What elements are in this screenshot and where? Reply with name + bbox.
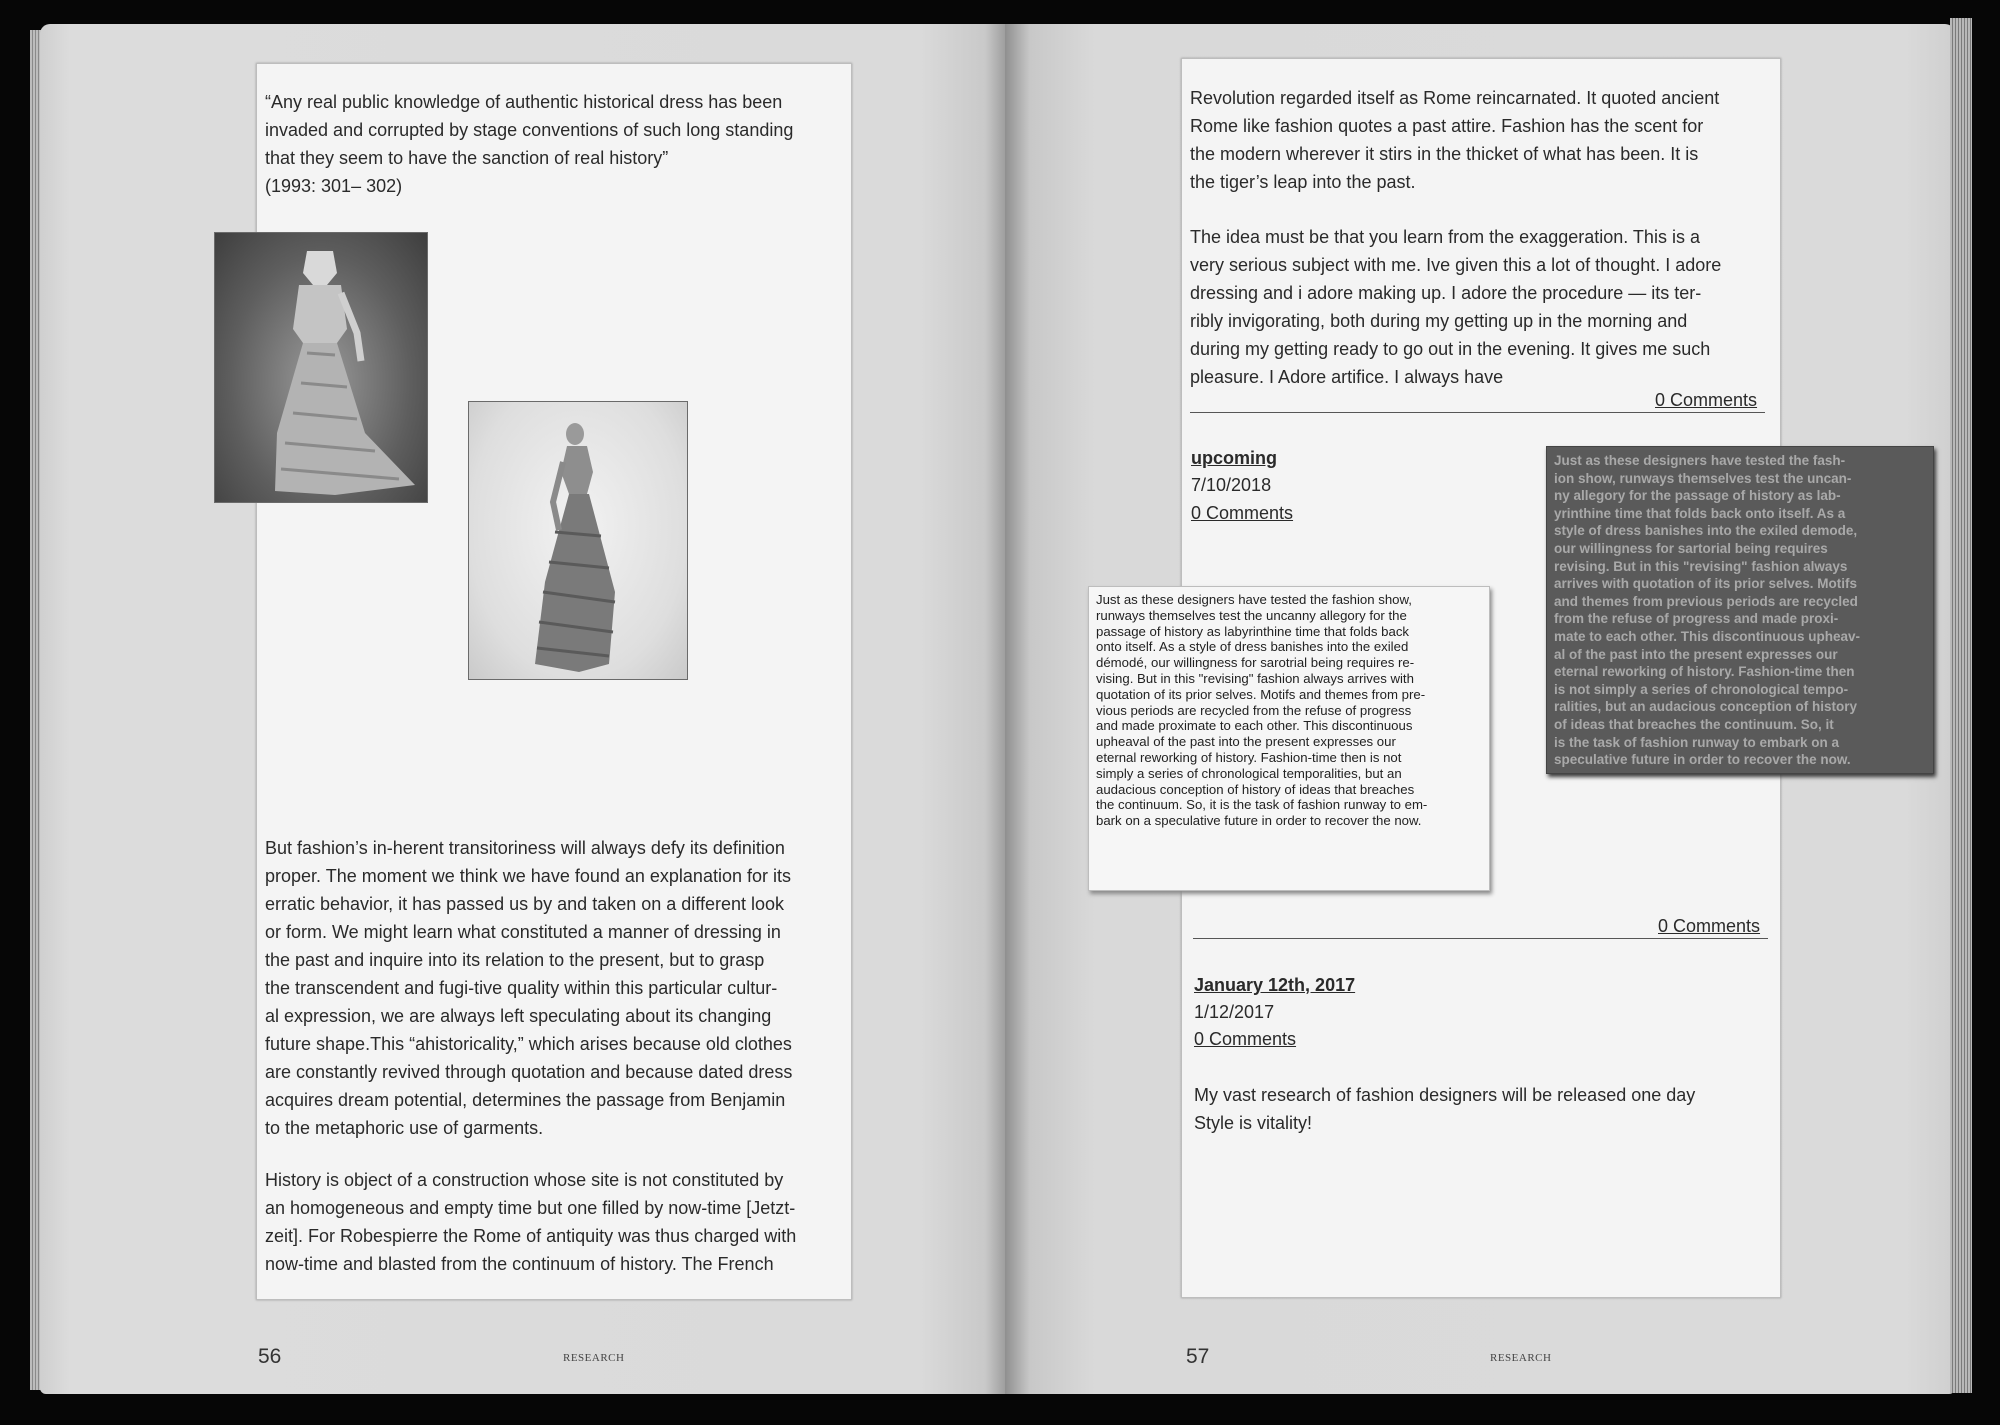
post-title-upcoming[interactable]: upcoming <box>1191 448 1277 468</box>
post-comments-upcoming[interactable]: 0 Comments <box>1191 503 1294 523</box>
post-title-january[interactable]: January 12th, 2017 <box>1194 975 1356 995</box>
post-body-january: My vast research of fashion designers will be released one day Style is vitality! <box>1194 1085 1696 1133</box>
gown-photo-dark <box>214 232 428 503</box>
right-paragraph-revolution: Revolution regarded itself as Rome reincarnated. It quoted ancient Rome like fashion quotes a past attire. Fashion has the scent for the modern wherever it stirs in the thicket of what has been. It is the tiger’s leap into the past. <box>1190 88 1720 192</box>
right-paragraph-exaggeration: The idea must be that you learn from the exaggeration. This is a very serious subject with me. Ive given this a lot of thought. I adore dressing and i adore making up. I adore the procedure — its ter- ribly invigorating, both during my getting up in the morning and during my getting ready to go out in the evening. It gives me such pleasure. I Adore artifice. I always have <box>1190 227 1722 387</box>
page-number-left: 56 <box>258 1345 282 1368</box>
left-paragraph-history: History is object of a construction whose site is not constituted by an homogeneous and empty time but one filled by now-time [Jetzt- zeit]. For Robespierre the Rome of antiquity was thus charged with now-time and blasted from the continuum of history. The French <box>265 1170 797 1274</box>
right-page-edges <box>1950 18 1972 1393</box>
page-number-right: 57 <box>1186 1345 1210 1368</box>
historical-dress-quote: “Any real public knowledge of authentic historical dress has been invaded and corrupted by stage conventions of such long standing that they seem to have the sanction of real history” (1993: 301– 302) <box>265 92 794 196</box>
left-paragraph-transitoriness: But fashion’s in-herent transitoriness will always defy its definition proper. The moment we think we have found an explanation for its erratic behavior, it has passed us by and taken on a different look or form. We might learn what constituted a manner of dressing in the past and inquire into its relation to the present, but to grasp the transcendent and fugi-tive quality within this particular cultur- al expression, we are always left speculating about its changing future shape.This “ahistoricality,” which arises because old clothes are constantly revived through quotation and because dated dress acquires dream potential, determines the passage from Benjamin to the metaphoric use of garments. <box>265 838 793 1138</box>
running-head-right: RESEARCH <box>1490 1352 1552 1364</box>
divider-2 <box>1193 938 1768 939</box>
running-head-left: RESEARCH <box>563 1352 625 1364</box>
divider-1 <box>1190 412 1765 413</box>
comments-link-1[interactable]: 0 Comments <box>1655 390 1758 410</box>
dark-note-text: Just as these designers have tested the fash- ion show, runways themselves test the uncan- ny allegory for the passage of history as lab- yrinthine time that folds back onto itself. As a style of dress banishes into the exiled demode, our willingness for sartorial being requires revising. But in this "revising" fashion always arrives with quotation of its prior selves. Motifs and themes from previous periods are recycled from the refuse of progress and made proxi- mate to each other. This discontinuous upheav- al of the past into the present expresses our eternal reworking of history. Fashion-time then is not simply a series of chronological tempo- ralities, but an audacious conception of history of ideas that breaches the continuum. So, it is the task of fashion runway to embark on a speculative future in order to recover the now. <box>1554 453 1861 768</box>
post-date-january: 1/12/2017 <box>1194 1002 1275 1022</box>
draped-gown-illustration <box>215 233 427 502</box>
walking-figure-gown-illustration <box>469 402 687 679</box>
light-note-text: Just as these designers have tested the fashion show, runways themselves test the uncanny allegory for the passage of history as labyrinthine time that folds back onto itself. As a style of dress banishes into the exiled démodé, our willingness for sarotrial being requires re- vising. But in this "revising" fashion always arrives with quotation of its prior selves. Motifs and themes from pre- vious periods are recycled from the refuse of progress and made proximate to each other. This discontinuous upheaval of the past into the present expresses our eternal reworking of history. Fashion-time then is not simply a series of chronological temporalities, but an audacious conception of history of ideas that breaches the continuum. So, it is the task of fashion runway to em- bark on a speculative future in order to recover the now. <box>1096 592 1428 829</box>
post-date-upcoming: 7/10/2018 <box>1191 475 1272 495</box>
gown-photo-light <box>468 401 688 680</box>
post-comments-january[interactable]: 0 Comments <box>1194 1029 1297 1049</box>
comments-link-2[interactable]: 0 Comments <box>1658 916 1761 936</box>
